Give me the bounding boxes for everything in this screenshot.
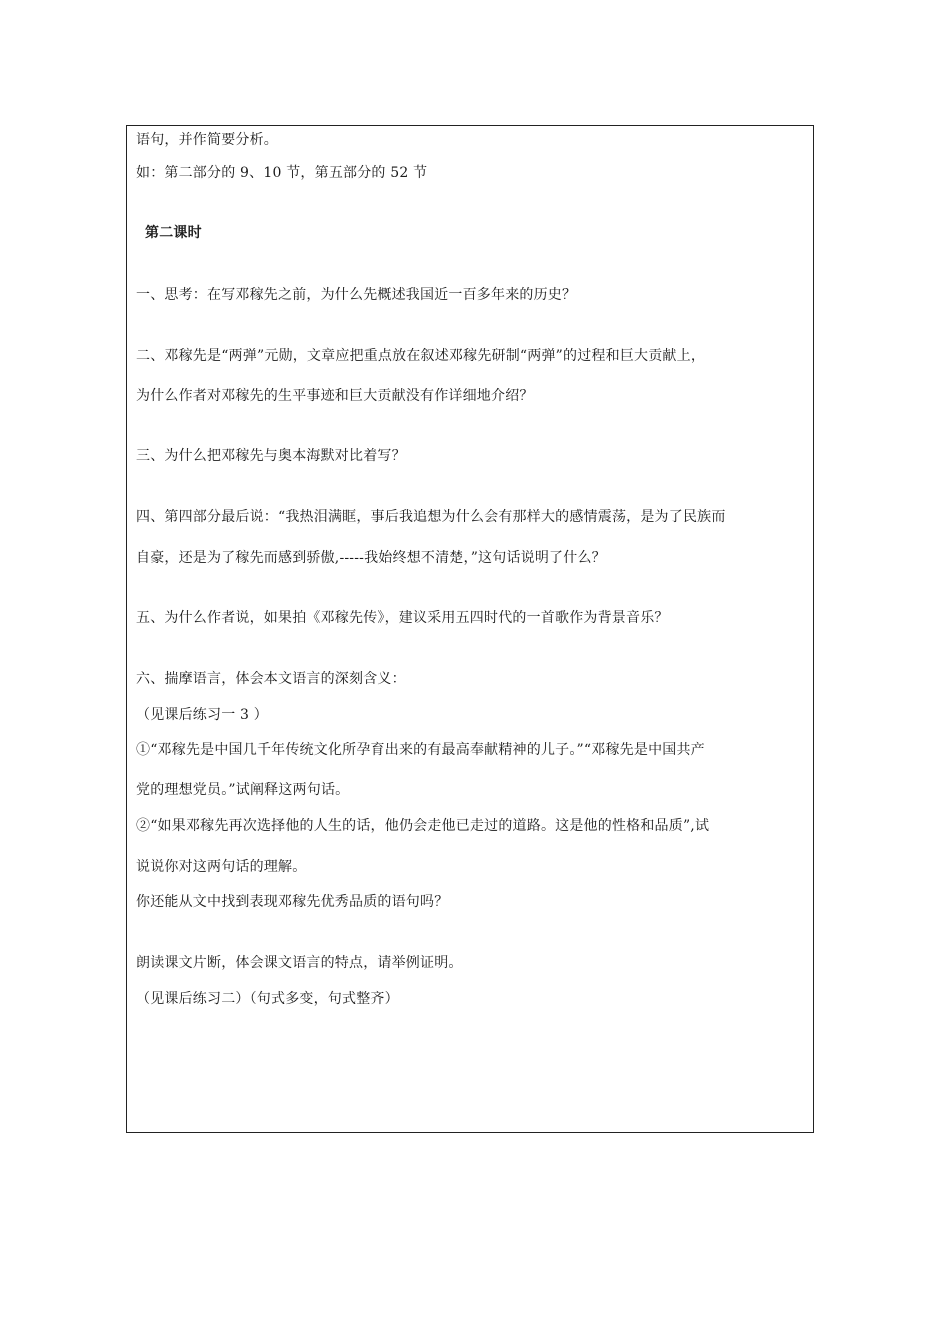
question-2: 二、邓稼先是“两弹”元勋，文章应把重点放在叙述邓稼先研制“两弹”的过程和巨大贡献上，: [136, 348, 706, 364]
quote-1: ①“邓稼先是中国几千年传统文化所孕育出来的有最高奉献精神的儿子。”“邓稼先是中国共产: [136, 742, 705, 758]
followup-question: 你还能从文中找到表现邓稼先优秀品质的语句吗？: [136, 894, 449, 910]
question-6: 六、揣摩语言，体会本文语言的深刻含义：: [136, 671, 406, 687]
content-table-border: [126, 125, 814, 1133]
section-heading: 第二课时: [145, 225, 202, 241]
question-2-cont: 为什么作者对邓稼先的生平事迹和巨大贡献没有作详细地介绍？: [136, 388, 534, 404]
question-4-cont: 自豪，还是为了稼先而感到骄傲,-----我始终想不清楚，”这句话说明了什么？: [136, 550, 606, 566]
text-line: 如：第二部分的 9、10 节，第五部分的 52 节: [136, 165, 428, 181]
question-3: 三、为什么把邓稼先与奥本海默对比着写？: [136, 448, 406, 464]
quote-2: ②“如果邓稼先再次选择他的人生的话，他仍会走他已走过的道路。这是他的性格和品质”,试: [136, 818, 710, 834]
reading-task: 朗读课文片断，体会课文语言的特点，请举例证明。: [136, 955, 463, 971]
text-line: 语句，并作简要分析。: [136, 132, 278, 148]
question-1: 一、思考：在写邓稼先之前，为什么先概述我国近一百多年来的历史？: [136, 287, 577, 303]
quote-1-cont: 党的理想党员。”试阐释这两句话。: [136, 782, 350, 798]
question-5: 五、为什么作者说，如果拍《邓稼先传》，建议采用五四时代的一首歌作为背景音乐？: [136, 610, 669, 626]
exercise-reference-2: （见课后练习二）（句式多变，句式整齐）: [136, 991, 399, 1007]
exercise-reference: （见课后练习一 3 ）: [136, 707, 269, 723]
quote-2-cont: 说说你对这两句话的理解。: [136, 859, 307, 875]
question-4: 四、第四部分最后说：“我热泪满眶，事后我追想为什么会有那样大的感情震荡，是为了民族而: [136, 509, 726, 525]
